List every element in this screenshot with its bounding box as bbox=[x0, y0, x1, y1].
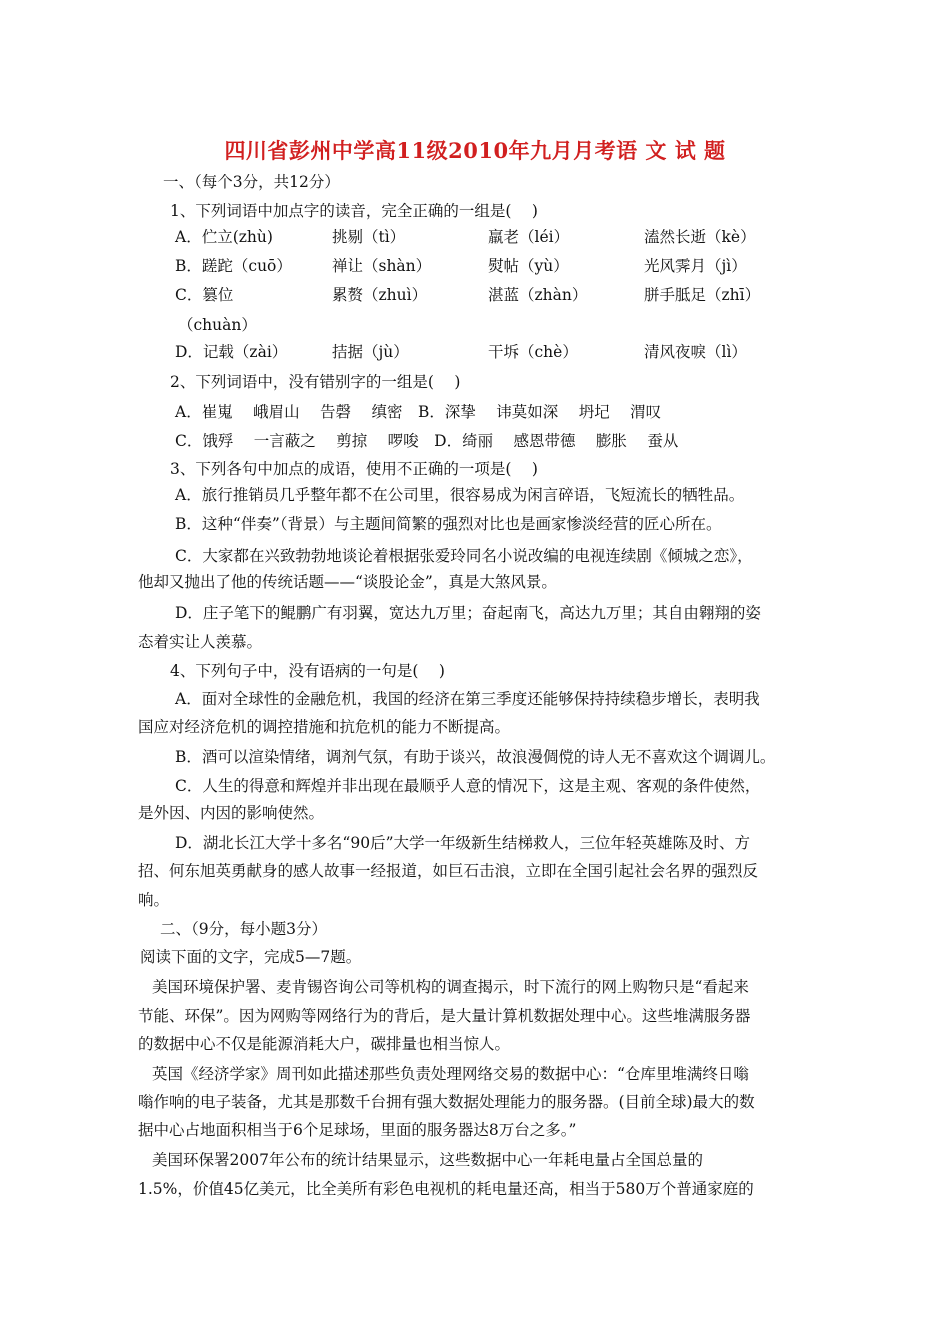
q1-d-1: D．记载（zài） bbox=[175, 343, 288, 361]
q1-c-1: C．篡位 bbox=[175, 286, 234, 304]
q1-d-3: 干坼（chè） bbox=[488, 343, 578, 361]
paragraph-3-line2: 1.5%，价值45亿美元，比全美所有彩色电视机的耗电量还高，相当于580万个普通家庭的 bbox=[138, 1180, 754, 1198]
paragraph-1-line2: 节能、环保”。因为网购等网络行为的背后，是大量计算机数据处理中心。这些堆满服务器 bbox=[138, 1007, 751, 1025]
q1-d-4: 清风夜唳（lì） bbox=[644, 343, 747, 361]
q3-option-b: B．这种“伴奏”（背景）与主题间简繁的强烈对比也是画家惨淡经营的匠心所在。 bbox=[175, 515, 722, 533]
q1-c-4: 胼手胝足（zhī） bbox=[644, 286, 761, 304]
q4-option-d-line2: 招、何东旭英勇献身的感人故事一经报道，如巨石击浪，立即在全国引起社会名界的强烈反 bbox=[138, 862, 759, 880]
q2-options-cd: C．饿殍 一言蔽之 剪掠 啰唆 D．绮丽 感恩带德 膨胀 蚕从 bbox=[175, 432, 679, 450]
paragraph-2-line2: 嗡作响的电子装备，尤其是那数千台拥有强大数据处理能力的服务器。(目前全球)最大的数 bbox=[138, 1093, 755, 1111]
paragraph-3-line1: 美国环保署2007年公布的统计结果显示，这些数据中心一年耗电量占全国总量的 bbox=[152, 1151, 703, 1169]
q1-a-4: 溘然长逝（kè） bbox=[644, 228, 756, 246]
q3-option-d-line1: D．庄子笔下的鲲鹏广有羽翼，宽达九万里；奋起南飞，高达九万里；其自由翱翔的姿 bbox=[175, 604, 761, 622]
page-title: 四川省彭州中学高11级2010年九月月考语 文 试 题 bbox=[224, 138, 726, 163]
q2-options-ab: A．崔嵬 峨眉山 告磬 缜密 B．深挚 讳莫如深 坍圮 渭叹 bbox=[175, 403, 662, 421]
q3-option-c-line2: 他却又抛出了他的传统话题——“谈股论金”，真是大煞风景。 bbox=[138, 573, 557, 591]
q4-option-d-line1: D．湖北长江大学十多名“90后”大学一年级新生结梯救人，三位年轻英雄陈及时、方 bbox=[175, 834, 751, 852]
paragraph-1-line1: 美国环境保护署、麦肯锡咨询公司等机构的调查揭示，时下流行的网上购物只是“看起来 bbox=[152, 978, 749, 996]
q1-c-cont: （chuàn） bbox=[178, 316, 257, 334]
section-2-header: 二、（9分，每小题3分） bbox=[160, 920, 327, 938]
q1-b-4: 光风霁月（jì） bbox=[644, 257, 747, 275]
section-1-header: 一、（每个3分，共12分） bbox=[163, 173, 340, 191]
q4-option-a-line1: A．面对全球性的金融危机，我国的经济在第三季度还能够保持持续稳步增长，表明我 bbox=[175, 690, 760, 708]
q3-option-d-line2: 态着实让人羡慕。 bbox=[138, 633, 263, 651]
q3-option-a: A．旅行推销员几乎整年都不在公司里，很容易成为闲言碎语，飞短流长的牺牲品。 bbox=[175, 486, 745, 504]
q1-a-3: 羸老（léi） bbox=[488, 228, 570, 246]
q4-option-c-line2: 是外因、内因的影响使然。 bbox=[138, 804, 325, 822]
q1-b-2: 禅让（shàn） bbox=[332, 257, 432, 275]
q4-option-a-line2: 国应对经济危机的调控措施和抗危机的能力不断提高。 bbox=[138, 718, 511, 736]
q4-option-d-line3: 响。 bbox=[138, 891, 170, 909]
q1-b-1: B．蹉跎（cuō） bbox=[175, 257, 292, 275]
q3-stem: 3、下列各句中加点的成语，使用不正确的一项是( ) bbox=[170, 460, 538, 478]
paragraph-1-line3: 的数据中心不仅是能源消耗大户，碳排量也相当惊人。 bbox=[138, 1035, 511, 1053]
q1-c-3: 湛蓝（zhàn） bbox=[488, 286, 588, 304]
q4-stem: 4、下列句子中，没有语病的一句是( ) bbox=[170, 662, 445, 680]
q4-option-c-line1: C．人生的得意和辉煌并非出现在最顺乎人意的情况下，这是主观、客观的条件使然， bbox=[175, 777, 761, 795]
reading-instruction: 阅读下面的文字，完成5—7题。 bbox=[140, 948, 362, 966]
q3-option-c-line1: C．大家都在兴致勃勃地谈论着根据张爱玲同名小说改编的电视连续剧《倾城之恋》， bbox=[175, 547, 753, 565]
q1-a-1: A．伫立(zhù) bbox=[175, 228, 273, 246]
q1-c-2: 累赘（zhuì） bbox=[332, 286, 428, 304]
q2-stem: 2、下列词语中，没有错别字的一组是( ) bbox=[170, 373, 461, 391]
paragraph-2-line1: 英国《经济学家》周刊如此描述那些负责处理网络交易的数据中心：“仓库里堆满终日嗡 bbox=[152, 1065, 749, 1083]
paragraph-2-line3: 据中心占地面积相当于6个足球场，里面的服务器达8万台之多。” bbox=[138, 1121, 577, 1139]
q1-b-3: 熨帖（yù） bbox=[488, 257, 569, 275]
q1-a-2: 挑剔（tì） bbox=[332, 228, 406, 246]
q4-option-b: B．酒可以渲染情绪，调剂气氛，有助于谈兴，故浪漫倜傥的诗人无不喜欢这个调调儿。 bbox=[175, 748, 776, 766]
q1-stem: 1、下列词语中加点字的读音，完全正确的一组是( ) bbox=[170, 202, 538, 220]
q1-d-2: 拮据（jù） bbox=[332, 343, 409, 361]
